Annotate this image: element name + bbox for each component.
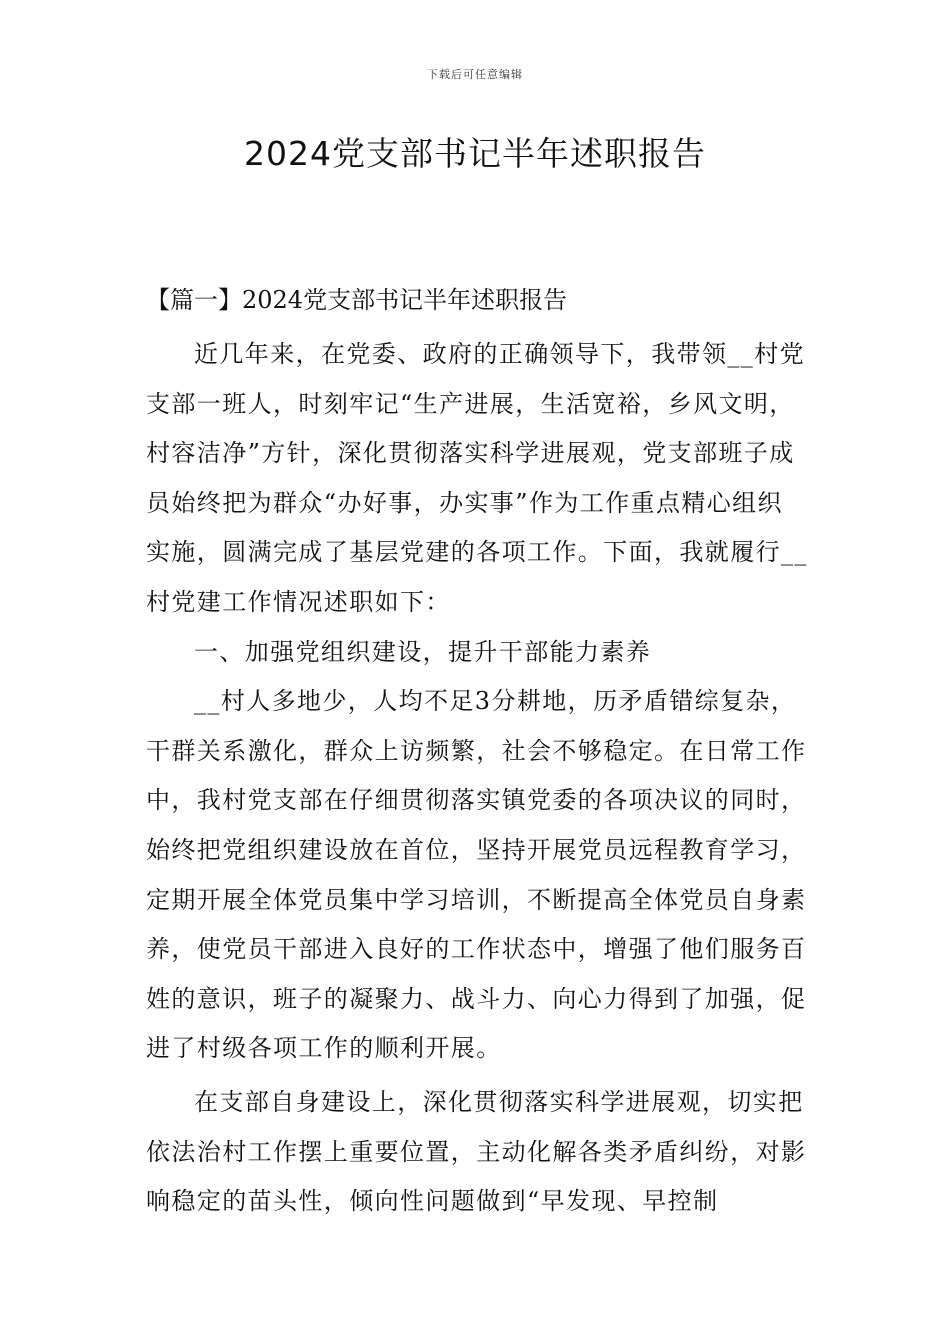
section-heading: 【篇一】2024党支部书记半年述职报告 xyxy=(146,286,568,314)
paragraph-party-building: __村人多地少，人均不足3分耕地，历矛盾错综复杂，干群关系激化，群众上访频繁，社会不够稳定。在日常工作中，我村党支部在仔细贯彻落实镇党委的各项决议的同时，始终把党组织建设放在首位，坚持开展党员远程教育学习，定期开展全体党员集中学习培训，不断提高全体党员自身素养，使党员干部进入良好的工作状态中，增强了他们服务百姓的意识，班子的凝聚力、战斗力、向心力得到了加强，促进了村级各项工作的顺利开展。 xyxy=(146,687,807,1063)
document-title: 2024党支部书记半年述职报告 xyxy=(244,134,706,173)
paragraph-subheading: 一、加强党组织建设，提升干部能力素养 xyxy=(194,637,652,666)
document-body xyxy=(146,280,808,1227)
header-note: 下载后可任意编辑 xyxy=(427,68,523,81)
paragraph-intro: 近几年来，在党委、政府的正确领导下，我带领__村党支部一班人，时刻牢记“生产进展，生活宽裕，乡风文明，村容洁净”方针，深化贯彻落实科学进展观，党支部班子成员始终把为群众“办好事，办实事”作为工作重点精心组织实施，圆满完成了基层党建的各项工作。下面，我就履行__村党建工作情况述职如下： xyxy=(146,340,808,616)
paragraph-self-building: 在支部自身建设上，深化贯彻落实科学进展观，切实把依法治村工作摆上重要位置，主动化解各类矛盾纠纷，对影响稳定的苗头性，倾向性问题做到“早发现、早控制 xyxy=(146,1087,807,1216)
